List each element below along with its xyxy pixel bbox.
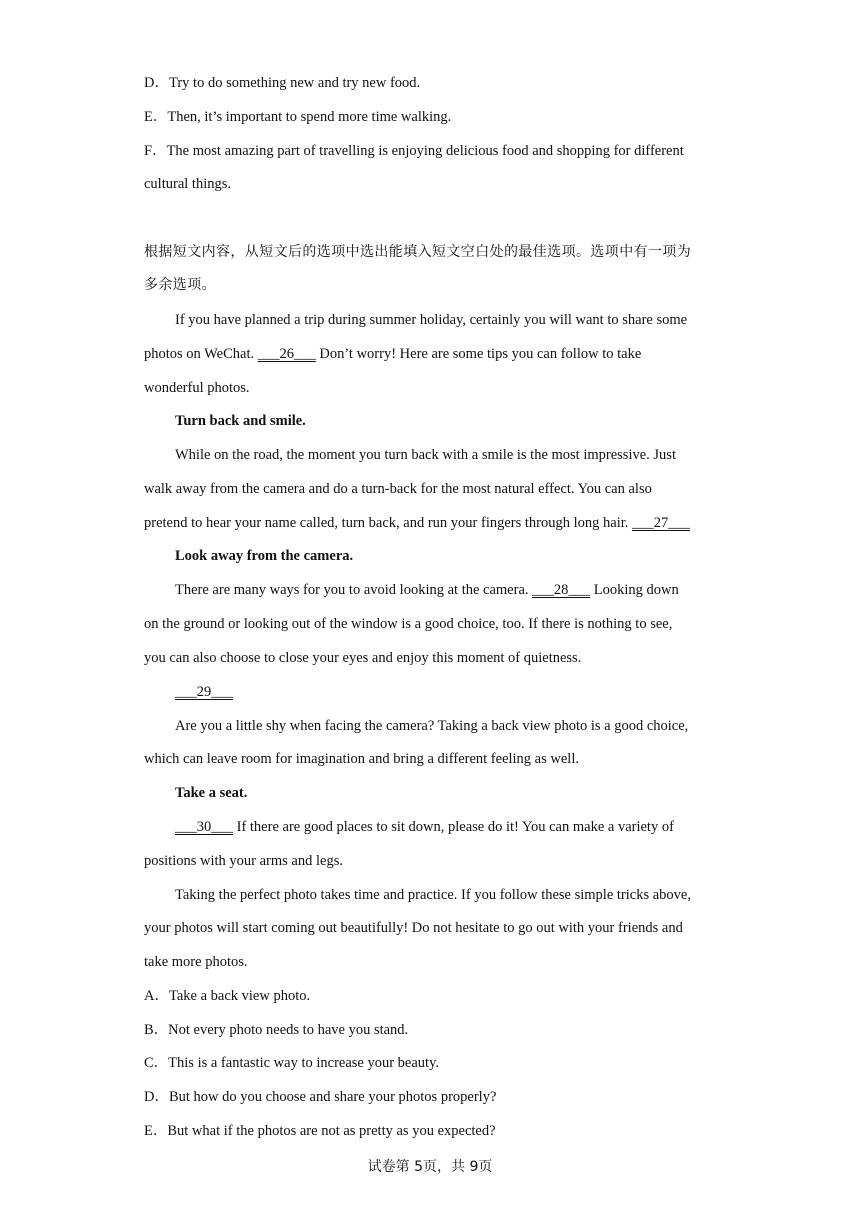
option-item xyxy=(144,1053,439,1073)
option-item xyxy=(144,1087,496,1107)
option-letter: B． xyxy=(144,1022,169,1038)
blank-27: ___27___ xyxy=(632,515,691,531)
section-heading: Turn back and smile. xyxy=(175,413,306,429)
paragraph-line: While on the road, the moment you turn back with a smile is the most impressive. Just xyxy=(175,447,676,463)
paragraph-line: which can leave room for imagination and bring a different feeling as well. xyxy=(144,751,579,767)
section-heading: Take a seat. xyxy=(175,785,248,801)
option-letter: D． xyxy=(144,1089,169,1105)
paragraph-line xyxy=(175,580,679,600)
paragraph-line xyxy=(144,344,641,364)
option-text: The most amazing part of travelling is enjoying delicious food and shopping for different xyxy=(166,143,684,159)
option-text: Take a back view photo. xyxy=(168,988,311,1004)
option-item-continuation: cultural things. xyxy=(144,176,231,192)
option-item xyxy=(144,1121,496,1141)
option-item xyxy=(144,107,451,127)
paragraph-line xyxy=(144,513,690,533)
blank-text: ___29___ xyxy=(175,684,233,700)
section-heading: Look away from the camera. xyxy=(175,548,354,564)
option-text: This is a fantastic way to increase your beauty. xyxy=(168,1055,440,1071)
option-letter: E． xyxy=(144,109,168,125)
blank-29 xyxy=(175,682,233,702)
paragraph-line: on the ground or looking out of the window is a good choice, too. If there is nothing to see, xyxy=(144,616,673,632)
text-span: Don’t worry! Here are some tips you can follow to take xyxy=(315,346,642,362)
text-span: If there are good places to sit down, please do it! You can make a variety of xyxy=(233,819,674,835)
text-span: photos on WeChat. xyxy=(144,346,258,362)
option-letter: C． xyxy=(144,1055,169,1071)
option-text: Not every photo needs to have you stand. xyxy=(168,1022,409,1038)
option-item xyxy=(144,73,420,93)
option-item xyxy=(144,986,310,1006)
option-letter: D． xyxy=(144,75,169,91)
paragraph-line xyxy=(175,817,674,837)
paragraph-line: take more photos. xyxy=(144,954,248,970)
paragraph-line: your photos will start coming out beautifully! Do not hesitate to go out with your friends and xyxy=(144,920,683,936)
option-text: But what if the photos are not as pretty as you expected? xyxy=(167,1123,496,1139)
option-text: But how do you choose and share your photos properly? xyxy=(168,1089,497,1105)
paragraph-line: you can also choose to close your eyes and enjoy this moment of quietness. xyxy=(144,650,582,666)
text-span: Looking down xyxy=(590,582,679,598)
option-letter: F． xyxy=(144,143,167,159)
blank-26: ___26___ xyxy=(257,346,316,362)
option-letter: A． xyxy=(144,988,169,1004)
instruction-text: 根据短文内容，从短文后的选项中选出能填入短文空白处的最佳选项。选项中有一项为 xyxy=(144,244,692,260)
blank-30: ___30___ xyxy=(175,819,233,835)
option-text: Try to do something new and try new food. xyxy=(168,75,421,91)
option-text: Then, it’s important to spend more time walking. xyxy=(167,109,452,125)
option-item xyxy=(144,141,684,161)
text-span: pretend to hear your name called, turn back, and run your fingers through long hair. xyxy=(144,515,633,531)
text-span: There are many ways for you to avoid looking at the camera. xyxy=(175,582,533,598)
paragraph-line: If you have planned a trip during summer holiday, certainly you will want to share some xyxy=(175,312,688,328)
instruction-text: 多余选项。 xyxy=(144,277,216,293)
paragraph-line: wonderful photos. xyxy=(144,380,250,396)
blank-28: ___28___ xyxy=(532,582,591,598)
paragraph-line: walk away from the camera and do a turn-back for the most natural effect. You can also xyxy=(144,481,652,497)
option-letter: E． xyxy=(144,1123,168,1139)
page-footer: 试卷第 5页，共 9页 xyxy=(367,1159,493,1175)
option-item xyxy=(144,1020,408,1040)
paragraph-line: Taking the perfect photo takes time and practice. If you follow these simple tricks above, xyxy=(175,887,691,903)
paragraph-line: positions with your arms and legs. xyxy=(144,853,343,869)
paragraph-line: Are you a little shy when facing the camera? Taking a back view photo is a good choice, xyxy=(175,718,689,734)
